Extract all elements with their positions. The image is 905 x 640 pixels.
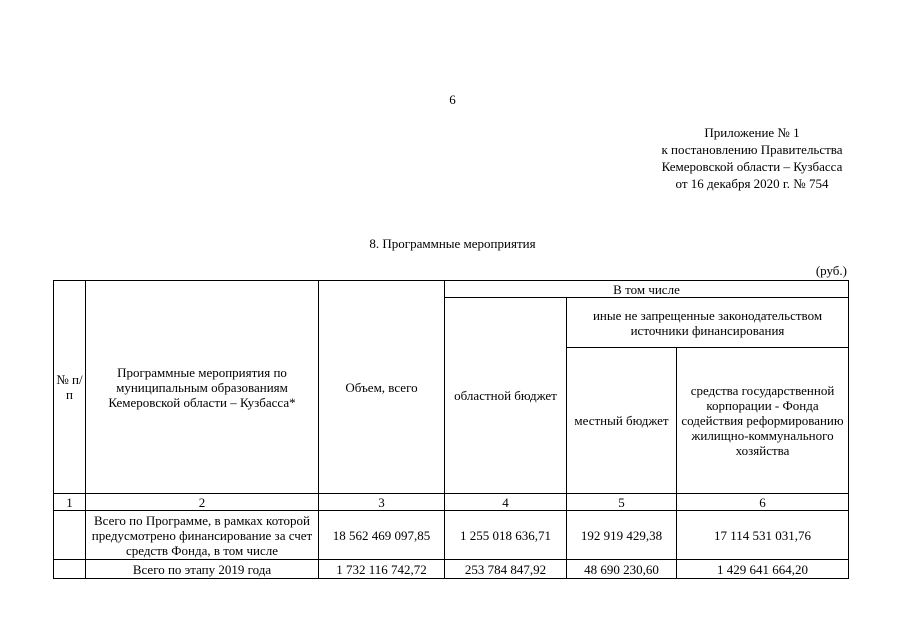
column-number-row	[54, 494, 849, 511]
appendix-header	[600, 124, 904, 192]
header-including: В том числе	[445, 281, 849, 298]
header-regional-budget: областной бюджет	[445, 298, 567, 494]
row-name: Всего по Программе, в рамках которой предусмотрено финансирование за счет средств Фонда, в том числе	[86, 511, 319, 560]
row-name: Всего по этапу 2019 года	[86, 560, 319, 579]
appendix-line-3: Кемеровской области – Кузбасса	[661, 159, 843, 174]
header-local-budget: местный бюджет	[567, 348, 677, 494]
header-num: № п/п	[54, 281, 86, 494]
table-row	[54, 511, 849, 560]
header-volume: Объем, всего	[319, 281, 445, 494]
column-number: 4	[445, 494, 567, 511]
page-number: 6	[449, 92, 456, 107]
section-title: 8. Программные мероприятия	[369, 236, 536, 251]
column-number: 5	[567, 494, 677, 511]
row-regional: 253 784 847,92	[445, 560, 567, 579]
table-row	[54, 560, 849, 579]
row-volume: 1 732 116 742,72	[319, 560, 445, 579]
row-num	[54, 560, 86, 579]
row-regional: 1 255 018 636,71	[445, 511, 567, 560]
header-measures: Программные мероприятия по муниципальным образованиям Кемеровской области – Кузбасса*	[86, 281, 319, 494]
header-fund: средства государственной корпорации - Фонда содействия реформированию жилищно-коммунального хозяйства	[677, 348, 849, 494]
column-number: 1	[54, 494, 86, 511]
appendix-line-1: Приложение № 1	[704, 125, 800, 140]
program-measures-table	[53, 280, 849, 579]
appendix-line-4: от 16 декабря 2020 г. № 754	[675, 176, 829, 191]
row-fund: 17 114 531 031,76	[677, 511, 849, 560]
currency-unit: (руб.)	[815, 263, 847, 278]
row-local: 48 690 230,60	[567, 560, 677, 579]
row-local: 192 919 429,38	[567, 511, 677, 560]
column-number: 3	[319, 494, 445, 511]
row-num	[54, 511, 86, 560]
column-number: 2	[86, 494, 319, 511]
header-other-sources: иные не запрещенные законодательством источники финансирования	[567, 298, 849, 348]
row-fund: 1 429 641 664,20	[677, 560, 849, 579]
row-volume: 18 562 469 097,85	[319, 511, 445, 560]
appendix-line-2: к постановлению Правительства	[661, 142, 843, 157]
column-number: 6	[677, 494, 849, 511]
